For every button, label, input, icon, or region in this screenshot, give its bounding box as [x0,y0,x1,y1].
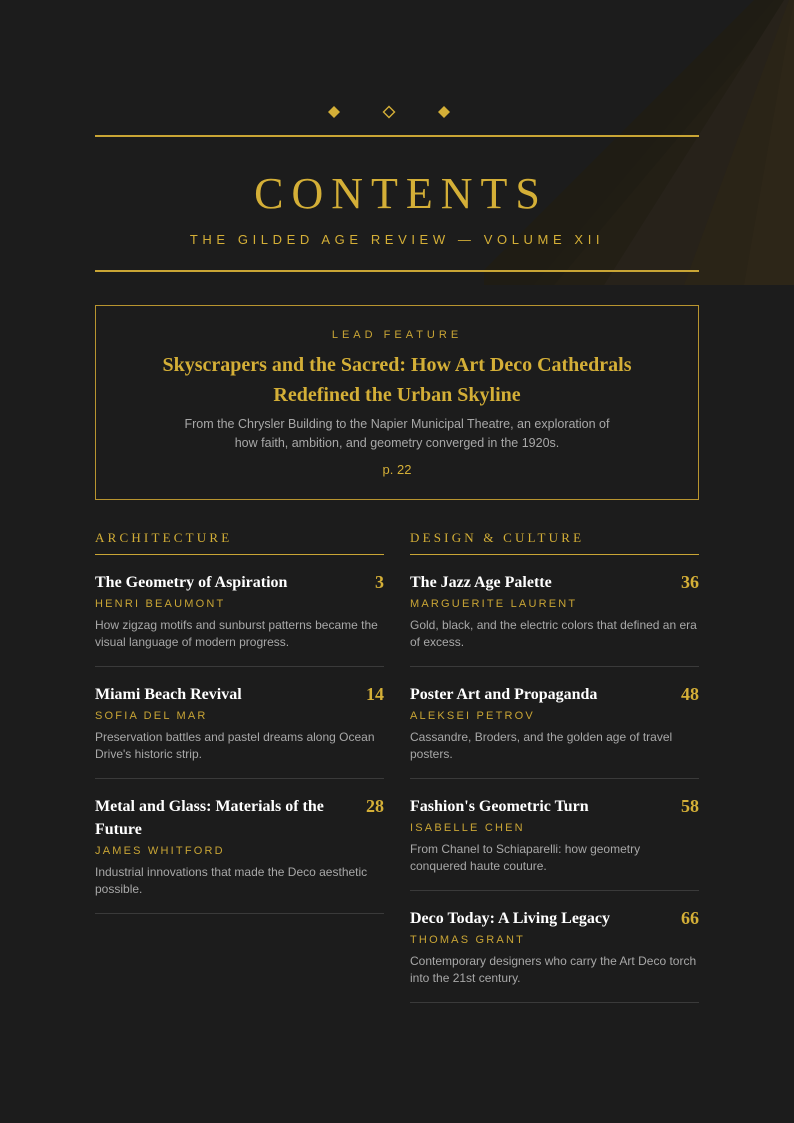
entry-description: How zigzag motifs and sunburst patterns became the visual language of modern progress. [95,618,378,649]
entry-author: ALEKSEI PETROV [410,710,535,722]
entry-title[interactable]: The Geometry of Aspiration [95,574,288,591]
toc-entry[interactable] [410,555,699,667]
entry-page-number: 48 [681,684,699,704]
entry-description: Contemporary designers who carry the Art Deco torch into the 21st century. [410,954,697,985]
section-heading: DESIGN & CULTURE [410,530,699,555]
filled-diamond-icon [327,105,341,119]
entry-title[interactable]: Metal and Glass: Materials of the Future [95,798,324,838]
entry-page-number: 66 [681,908,699,928]
header-top-rule [95,135,699,137]
entry-author: JAMES WHITFORD [95,845,225,857]
lead-feature-card[interactable] [95,305,699,500]
header-bottom-rule [95,270,699,272]
entry-page-number: 36 [681,572,699,592]
section-architecture [95,530,384,914]
filled-diamond-icon [437,105,451,119]
entry-description: From Chanel to Schiaparelli: how geometry conquered haute couture. [410,842,641,873]
entry-description: Preservation battles and pastel dreams along Ocean Drive's historic strip. [95,730,375,761]
lead-feature-title[interactable]: Skyscrapers and the Sacred: How Art Deco Cathedrals Redefined the Urban Skyline [162,354,632,406]
entry-title[interactable]: Poster Art and Propaganda [410,686,598,703]
section-heading: ARCHITECTURE [95,530,384,555]
toc-entry[interactable] [410,667,699,779]
toc-entry[interactable] [95,555,384,667]
entry-description: Industrial innovations that made the Deco aesthetic possible. [95,865,368,896]
entry-description: Cassandre, Broders, and the golden age of travel posters. [410,730,673,761]
lead-feature-description: From the Chrysler Building to the Napier Municipal Theatre, an exploration of how faith, ambition, and geometry converged in the 1920s. [184,417,610,450]
entry-title[interactable]: Miami Beach Revival [95,686,242,703]
entry-page-number: 58 [681,796,699,816]
lead-feature-page: p. 22 [382,462,412,477]
toc-entry[interactable] [410,779,699,891]
entry-author: SOFIA DEL MAR [95,710,208,722]
toc-entry[interactable] [95,779,384,914]
entry-author: ISABELLE CHEN [410,822,525,834]
entry-title[interactable]: The Jazz Age Palette [410,574,552,591]
entry-page-number: 28 [366,796,384,816]
toc-entry[interactable] [95,667,384,779]
entry-page-number: 3 [375,572,384,592]
entry-page-number: 14 [366,684,384,704]
outline-diamond-icon [382,105,396,119]
section-design-culture [410,530,699,1003]
toc-entry[interactable] [410,891,699,1003]
ornament-row [95,105,699,119]
entry-title[interactable]: Deco Today: A Living Legacy [410,910,611,927]
entry-author: THOMAS GRANT [410,934,526,946]
page-subtitle: THE GILDED AGE REVIEW — VOLUME XII [189,232,605,247]
entry-author: MARGUERITE LAURENT [410,598,578,610]
page-title: CONTENTS [254,169,548,218]
entry-title[interactable]: Fashion's Geometric Turn [410,798,589,815]
entry-description: Gold, black, and the electric colors that defined an era of excess. [410,618,697,649]
lead-feature-kicker: LEAD FEATURE [331,329,463,341]
entry-author: HENRI BEAUMONT [95,598,226,610]
